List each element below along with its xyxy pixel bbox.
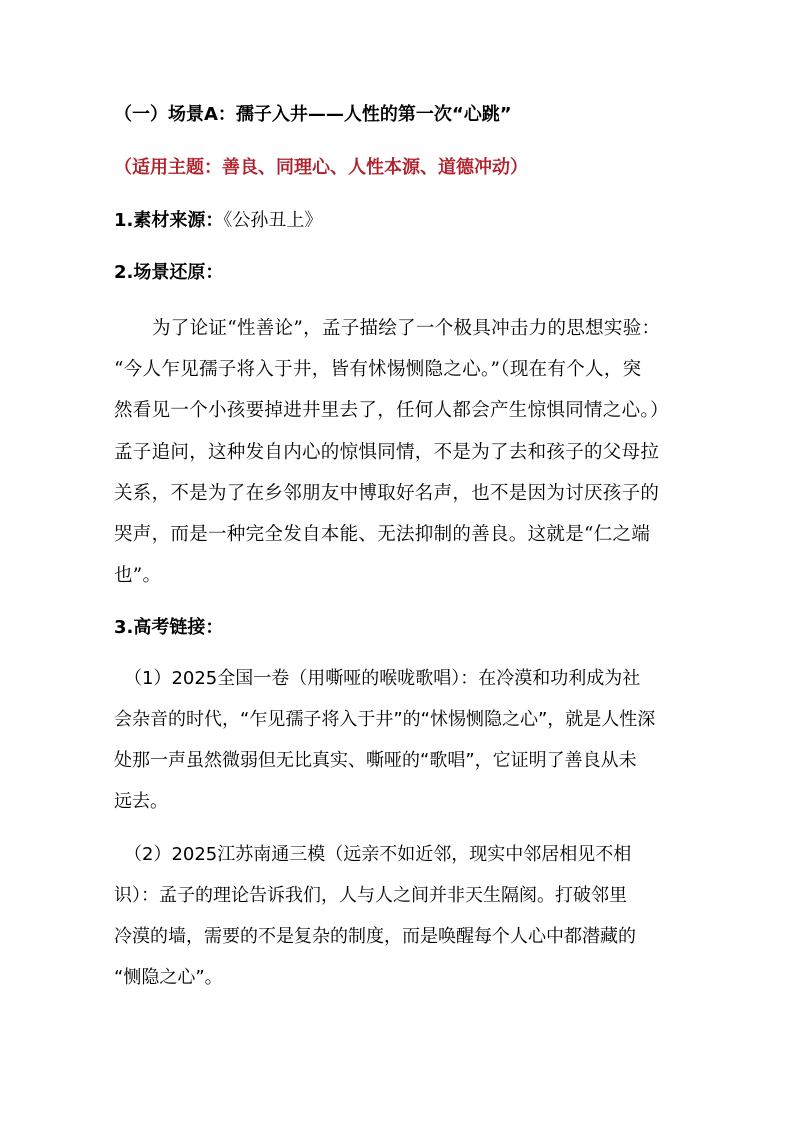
scene-paragraph-line: 哭声，而是一种完全发自本能、无法抑制的善良。这就是“仁之端 (114, 524, 651, 545)
link-item-2-line: 冷漠的墙，需要的不是复杂的制度，而是唤醒每个人心中都潜藏的 (114, 926, 636, 947)
source-line (114, 209, 322, 233)
scene-paragraph-line: 关系，不是为了在乡邻朋友中博取好名声，也不是因为讨厌孩子的 (114, 483, 660, 504)
scene-paragraph-line: “今人乍见孺子将入于井，皆有怵惕恻隐之心。”（现在有个人，突 (114, 359, 642, 380)
link-item-2-line: 识）：孟子的理论告诉我们，人与人之间并非天生隔阂。打破邻里 (114, 885, 627, 906)
link-item-1-line: （1）2025全国一卷（用嘶哑的喉咙歌唱）：在冷漠和功利成为社 (124, 668, 641, 689)
applicable-themes: （适用主题：善良、同理心、人性本源、道德冲动） (114, 157, 528, 178)
scene-paragraph-line: 然看见一个小孩要掉进井里去了，任何人都会产生惊惧同情之心。） (114, 400, 669, 421)
scene-heading: 2.场景还原： (114, 262, 224, 283)
links-heading: 3.高考链接： (114, 617, 224, 638)
scene-paragraph-line: 孟子追问，这种发自内心的惊惧同情，不是为了去和孩子的父母拉 (114, 442, 660, 463)
link-item-2-line: “恻隐之心”。 (114, 967, 223, 988)
section-title: （一）场景A：孺子入井——人性的第一次“心跳” (114, 104, 512, 125)
scene-paragraph-line: 为了论证“性善论”，孟子描绘了一个极具冲击力的思想实验： (152, 318, 661, 339)
scene-paragraph-line: 也”。 (114, 565, 162, 586)
link-item-2-line: （2）2025江苏南通三模（远亲不如近邻，现实中邻居相见不相 (124, 844, 632, 865)
link-item-1-line: 会杂音的时代，“乍见孺子将入于井”的“怵惕恻隐之心”，就是人性深 (114, 709, 656, 730)
link-item-1-line: 处那一声虽然微弱但无比真实、嘶哑的“歌唱”，它证明了善良从未 (114, 750, 637, 771)
source-label: 1.素材来源： (114, 210, 224, 231)
link-item-1-line: 远去。 (114, 791, 168, 812)
source-value: 《公孙丑上》 (223, 210, 323, 231)
